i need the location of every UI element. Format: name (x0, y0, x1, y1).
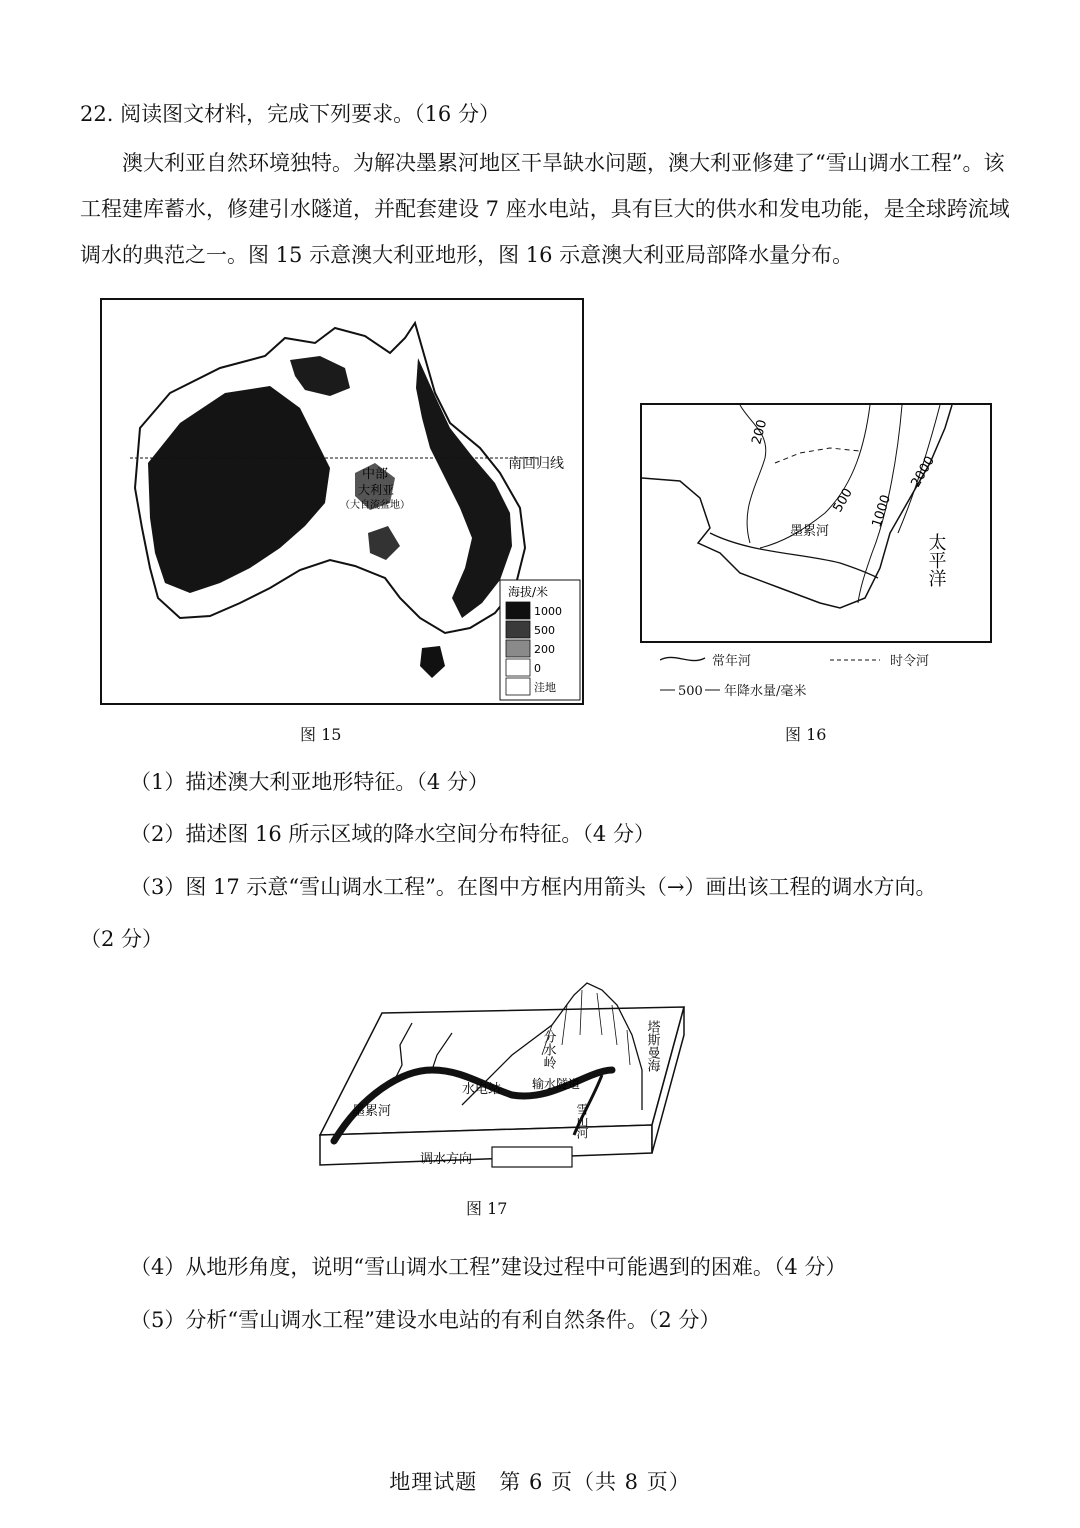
seasonal-label: 时令河 (890, 654, 930, 669)
legend-item-label: 0 (534, 662, 541, 675)
question-3-score: （2 分） (80, 927, 164, 951)
region-label: 中部 (362, 467, 389, 482)
page-footer: 地理试题 第 6 页（共 8 页） (389, 1470, 691, 1494)
isohyet-value: 500 (678, 684, 703, 699)
figure-17-caption: 图 17 (466, 1199, 508, 1218)
contour-500: 500 (830, 485, 856, 515)
ocean-label: 太平洋 (925, 533, 947, 587)
figure-17-block-diagram (312, 975, 692, 1175)
murray-river-label: 墨累河 (400, 562, 440, 577)
figure-16-caption: 图 16 (785, 725, 827, 744)
terrain-legend (506, 602, 562, 695)
murray-label-fig17: 墨累河 (352, 1104, 392, 1119)
legend-item-label: 洼地 (534, 681, 556, 694)
isohyet-label: 年降水量/毫米 (724, 684, 807, 699)
question-4: （4）从地形角度，说明“雪山调水工程”建设过程中可能遇到的困难。（4 分） (130, 1255, 847, 1279)
question-3: （3）图 17 示意“雪山调水工程”。在图中方框内用箭头（→）画出该工程的调水方向。 (130, 875, 937, 899)
question-5: （5）分析“雪山调水工程”建设水电站的有利自然条件。（2 分） (130, 1308, 721, 1332)
legend-swatch (506, 678, 530, 695)
perennial-label: 常年河 (712, 654, 752, 669)
snowy-river-label: 雪山河 (575, 1103, 589, 1139)
divide-label: 分水岭 (540, 1030, 556, 1069)
figure-15-terrain-map (100, 298, 584, 705)
perennial-river-symbol (660, 657, 705, 660)
question-1: （1）描述澳大利亚地形特征。（4 分） (130, 770, 489, 794)
contour-2000: 2000 (908, 453, 939, 490)
contour-1000: 1000 (869, 493, 895, 530)
tropic-label: 南回归线 (508, 456, 564, 472)
direction-label: 调水方向 (420, 1152, 473, 1167)
figure-15-caption: 图 15 (300, 725, 342, 744)
legend-item-label: 1000 (534, 605, 562, 618)
legend-swatch (506, 640, 530, 657)
material-paragraph: 澳大利亚自然环境独特。为解决墨累河地区干旱缺水问题，澳大利亚修建了“雪山调水工程”。该工程建库蓄水，修建引水隧道，并配套建设 7 座水电站，具有巨大的供水和发电功能，是全球跨流域调水的典范之一。图 15 示意澳大利亚地形，图 16 示意澳大利亚局部降水量分布。 (80, 151, 1010, 267)
question-heading: 22. 阅读图文材料，完成下列要求。（16 分） (80, 102, 500, 126)
legend-item-label: 200 (534, 643, 555, 656)
legend-swatch (506, 621, 530, 638)
basin-sub-label: （大自流盆地） (340, 500, 410, 511)
contour-200: 200 (749, 418, 771, 447)
legend-item-label: 500 (534, 624, 555, 637)
river-label-fig16: 墨累河 (790, 524, 830, 539)
tasman-sea-label: 塔斯曼海 (644, 1020, 660, 1072)
question-2: （2）描述图 16 所示区域的降水空间分布特征。（4 分） (130, 822, 655, 846)
legend-swatch (506, 659, 530, 676)
legend-title: 海拔/米 (508, 585, 549, 599)
figure-16-precipitation-map (640, 403, 992, 643)
tunnel-label: 输水隧道 (532, 1077, 581, 1091)
legend-swatch (506, 602, 530, 619)
hydro-label: 水电站 (462, 1082, 502, 1097)
figure-16-legend (660, 648, 990, 700)
basin-label: 大利亚 (358, 483, 395, 497)
direction-answer-box[interactable] (492, 1147, 572, 1167)
